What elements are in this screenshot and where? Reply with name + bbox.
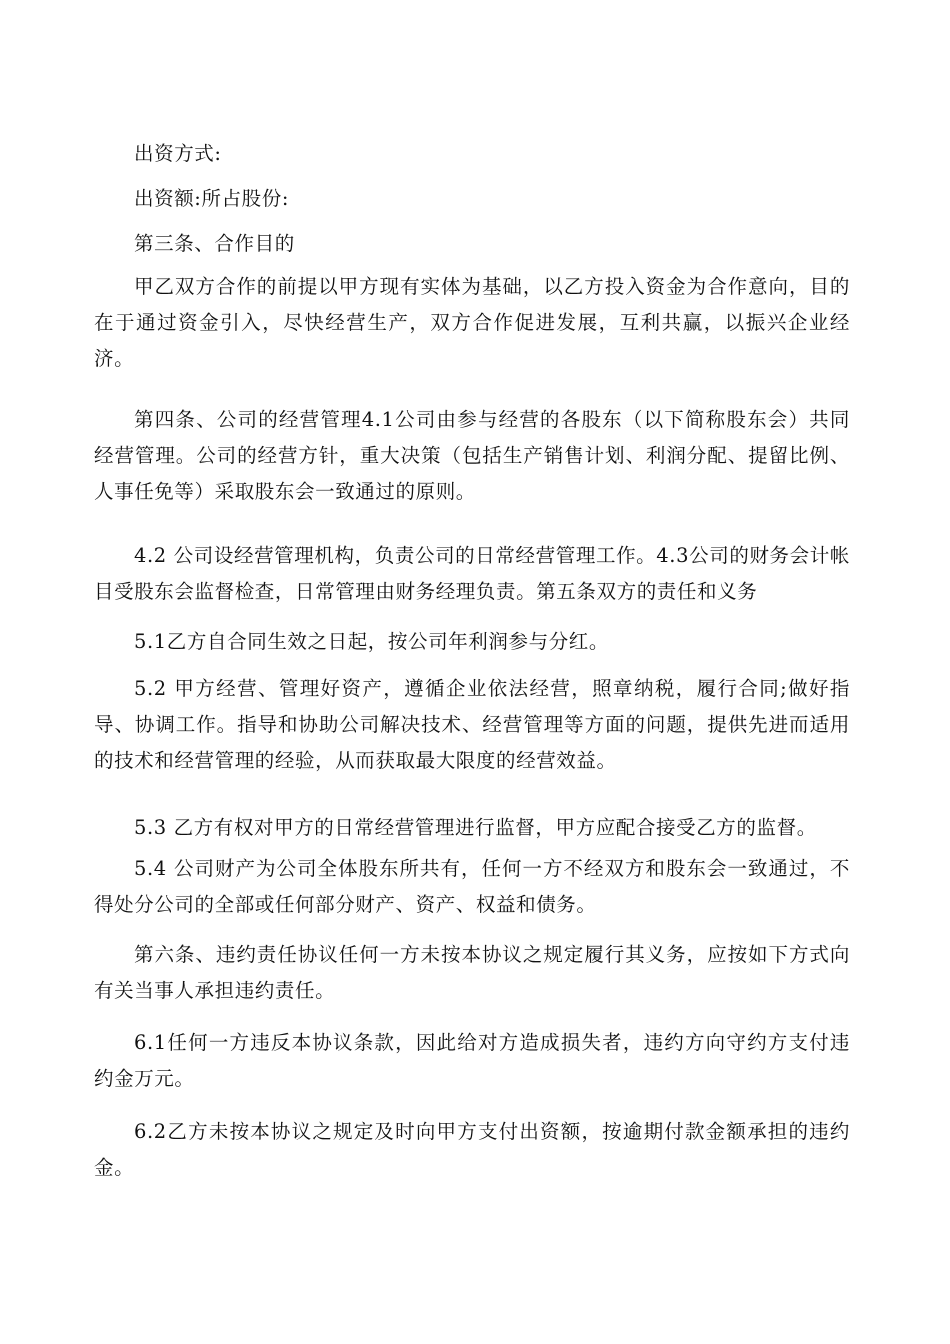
paragraph-clause-6-1: 6.1任何一方违反本协议条款，因此给对方造成损失者，违约方向守约方支付违约金万元。 xyxy=(94,1031,850,1090)
paragraph-clause-5-1: 5.1乙方自合同生效之日起，按公司年利润参与分红。 xyxy=(134,630,610,653)
paragraph-contribution-method: 出资方式: xyxy=(134,142,222,165)
paragraph-clause-5-2: 5.2 甲方经营、管理好资产，遵循企业依法经营，照章纳税，履行合同;做好指导、协调工作。指导和协助公司解决技术、经营管理等方面的问题，提供先进而适用的技术和经营管理的经验，从而获取最大限度的经营效益。 xyxy=(94,677,850,772)
paragraph-clause-4-2: 4.2 公司设经营管理机构，负责公司的日常经营管理工作。4.3公司的财务会计帐目受股东会监督检查，日常管理由财务经理负责。第五条双方的责任和义务 xyxy=(94,544,850,603)
paragraph-article-6: 第六条、违约责任协议任何一方未按本协议之规定履行其义务，应按如下方式向有关当事人承担违约责任。 xyxy=(94,943,850,1002)
paragraph-clause-6-2: 6.2乙方未按本协议之规定及时向甲方支付出资额，按逾期付款金额承担的违约金。 xyxy=(94,1120,850,1179)
paragraph-clause-5-3: 5.3 乙方有权对甲方的日常经营管理进行监督，甲方应配合接受乙方的监督。 xyxy=(134,816,817,839)
paragraph-article-4: 第四条、公司的经营管理4.1公司由参与经营的各股东（以下简称股东会）共同经营管理。公司的经营方针，重大决策（包括生产销售计划、利润分配、提留比例、人事任免等）采取股东会一致通过的原则。 xyxy=(94,408,850,503)
paragraph-contribution-amount: 出资额:所占股份: xyxy=(134,187,290,210)
paragraph-clause-5-4: 5.4 公司财产为公司全体股东所共有，任何一方不经双方和股东会一致通过，不得处分公司的全部或任何部分财产、资产、权益和债务。 xyxy=(94,857,850,916)
paragraph-cooperation-purpose: 甲乙双方合作的前提以甲方现有实体为基础，以乙方投入资金为合作意向，目的在于通过资金引入，尽快经营生产，双方合作促进发展，互利共赢，以振兴企业经济。 xyxy=(94,275,850,370)
heading-article-3: 第三条、合作目的 xyxy=(134,232,295,255)
